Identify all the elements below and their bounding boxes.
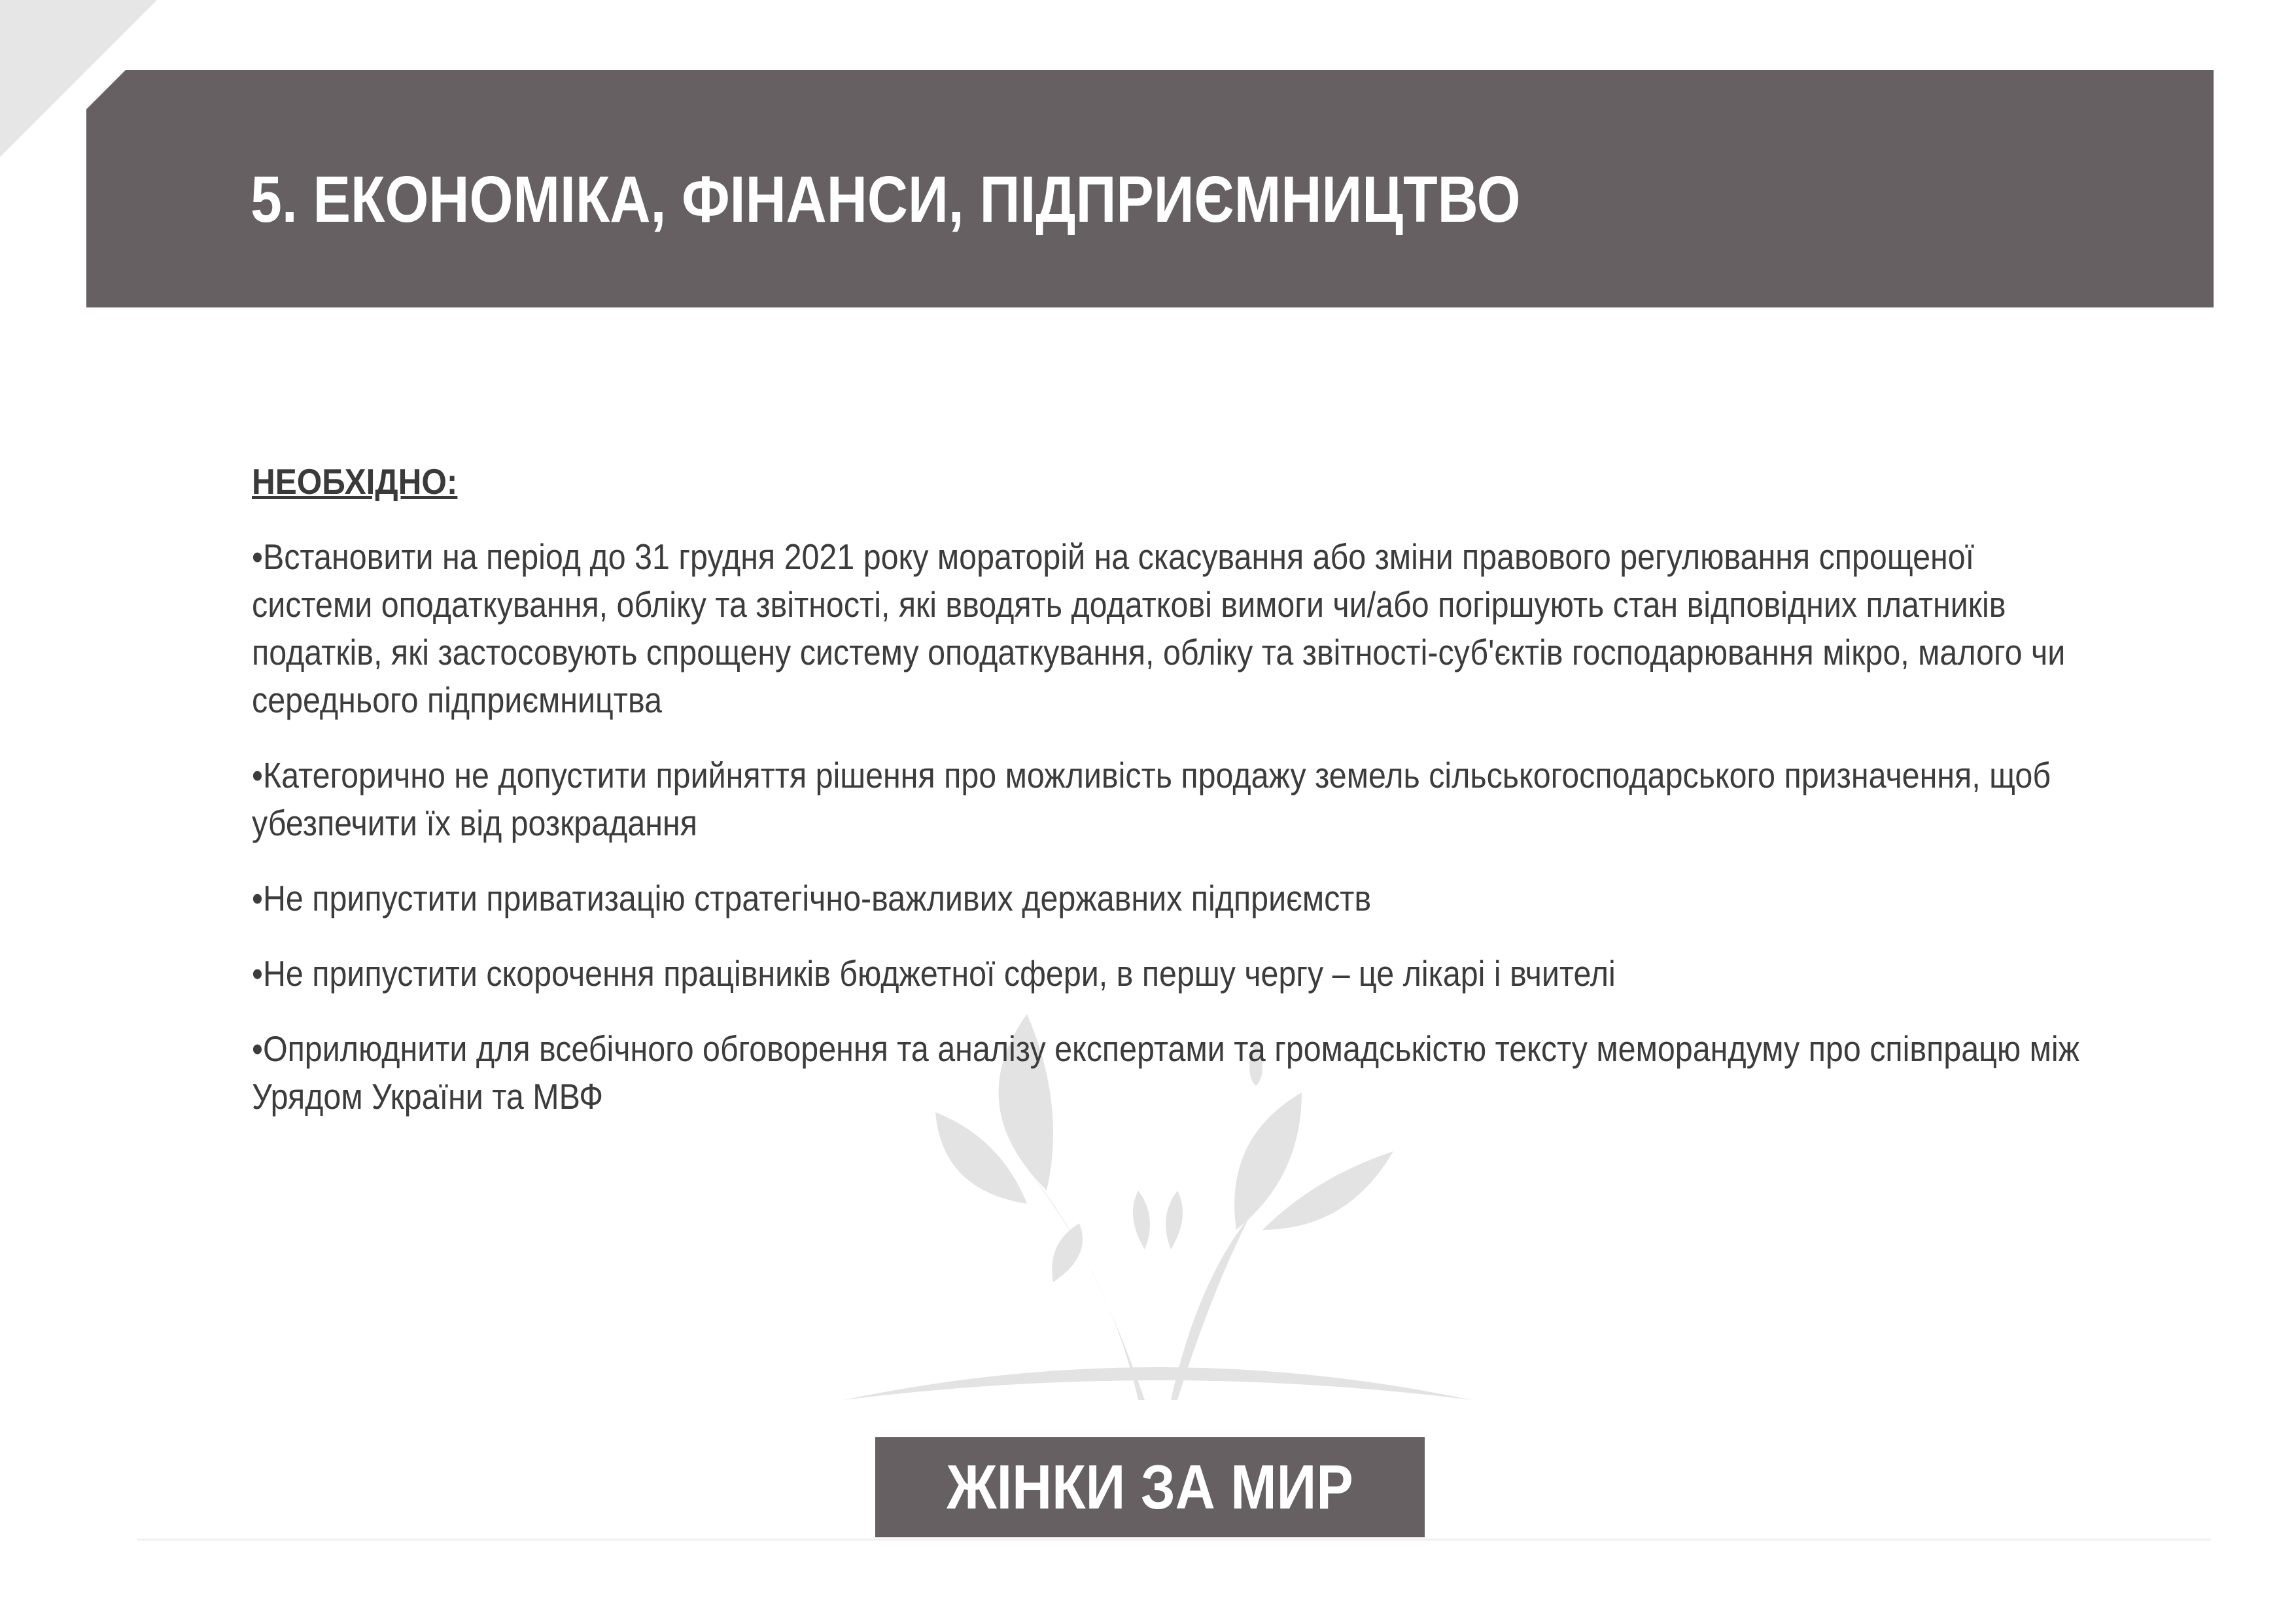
requirement-item: •Не припустити скорочення працівників бюджетної сфери, в першу чергу – це лікарі і вчителі: [252, 953, 1616, 994]
requirement-item: •Категорично не допустити прийняття рішення про можливість продажу земель сільськогосподарського призначення, щоб убезпечити їх від розкрадання: [252, 755, 2051, 843]
footer-logo-text: ЖІНКИ ЗА МИР: [947, 1452, 1353, 1522]
requirement-item: •Не припустити приватизацію стратегічно-важливих державних підприємств: [252, 878, 1372, 918]
requirements-list: [252, 533, 2083, 1121]
requirement-item: •Встановити на період до 31 грудня 2021 року мораторій на скасування або зміни правового регулювання спрощеної системи оподаткування, обліку та звітності, які вводять додаткові вимоги чи/або погіршують стан відповідних платників податків, які застосовують спрощену систему оподаткування, обліку та звітності-суб'єктів господарювання мікро, малого чи середнього підприємництва: [252, 536, 2066, 720]
footer-divider: [137, 1539, 2211, 1541]
requirement-item: •Оприлюднити для всебічного обговорення та аналізу експертами та громадськістю тексту меморандуму про співпрацю між Урядом України та МВФ: [252, 1028, 2079, 1117]
section-title: 5. ЕКОНОМІКА, ФІНАНСИ, ПІДПРИЄМНИЦТВО: [251, 163, 1521, 236]
content-area: [252, 458, 2083, 1148]
footer-logo: [875, 1437, 1425, 1537]
header-bar-corner: [86, 70, 126, 109]
necessary-heading: НЕОБХІДНО:: [252, 461, 458, 502]
